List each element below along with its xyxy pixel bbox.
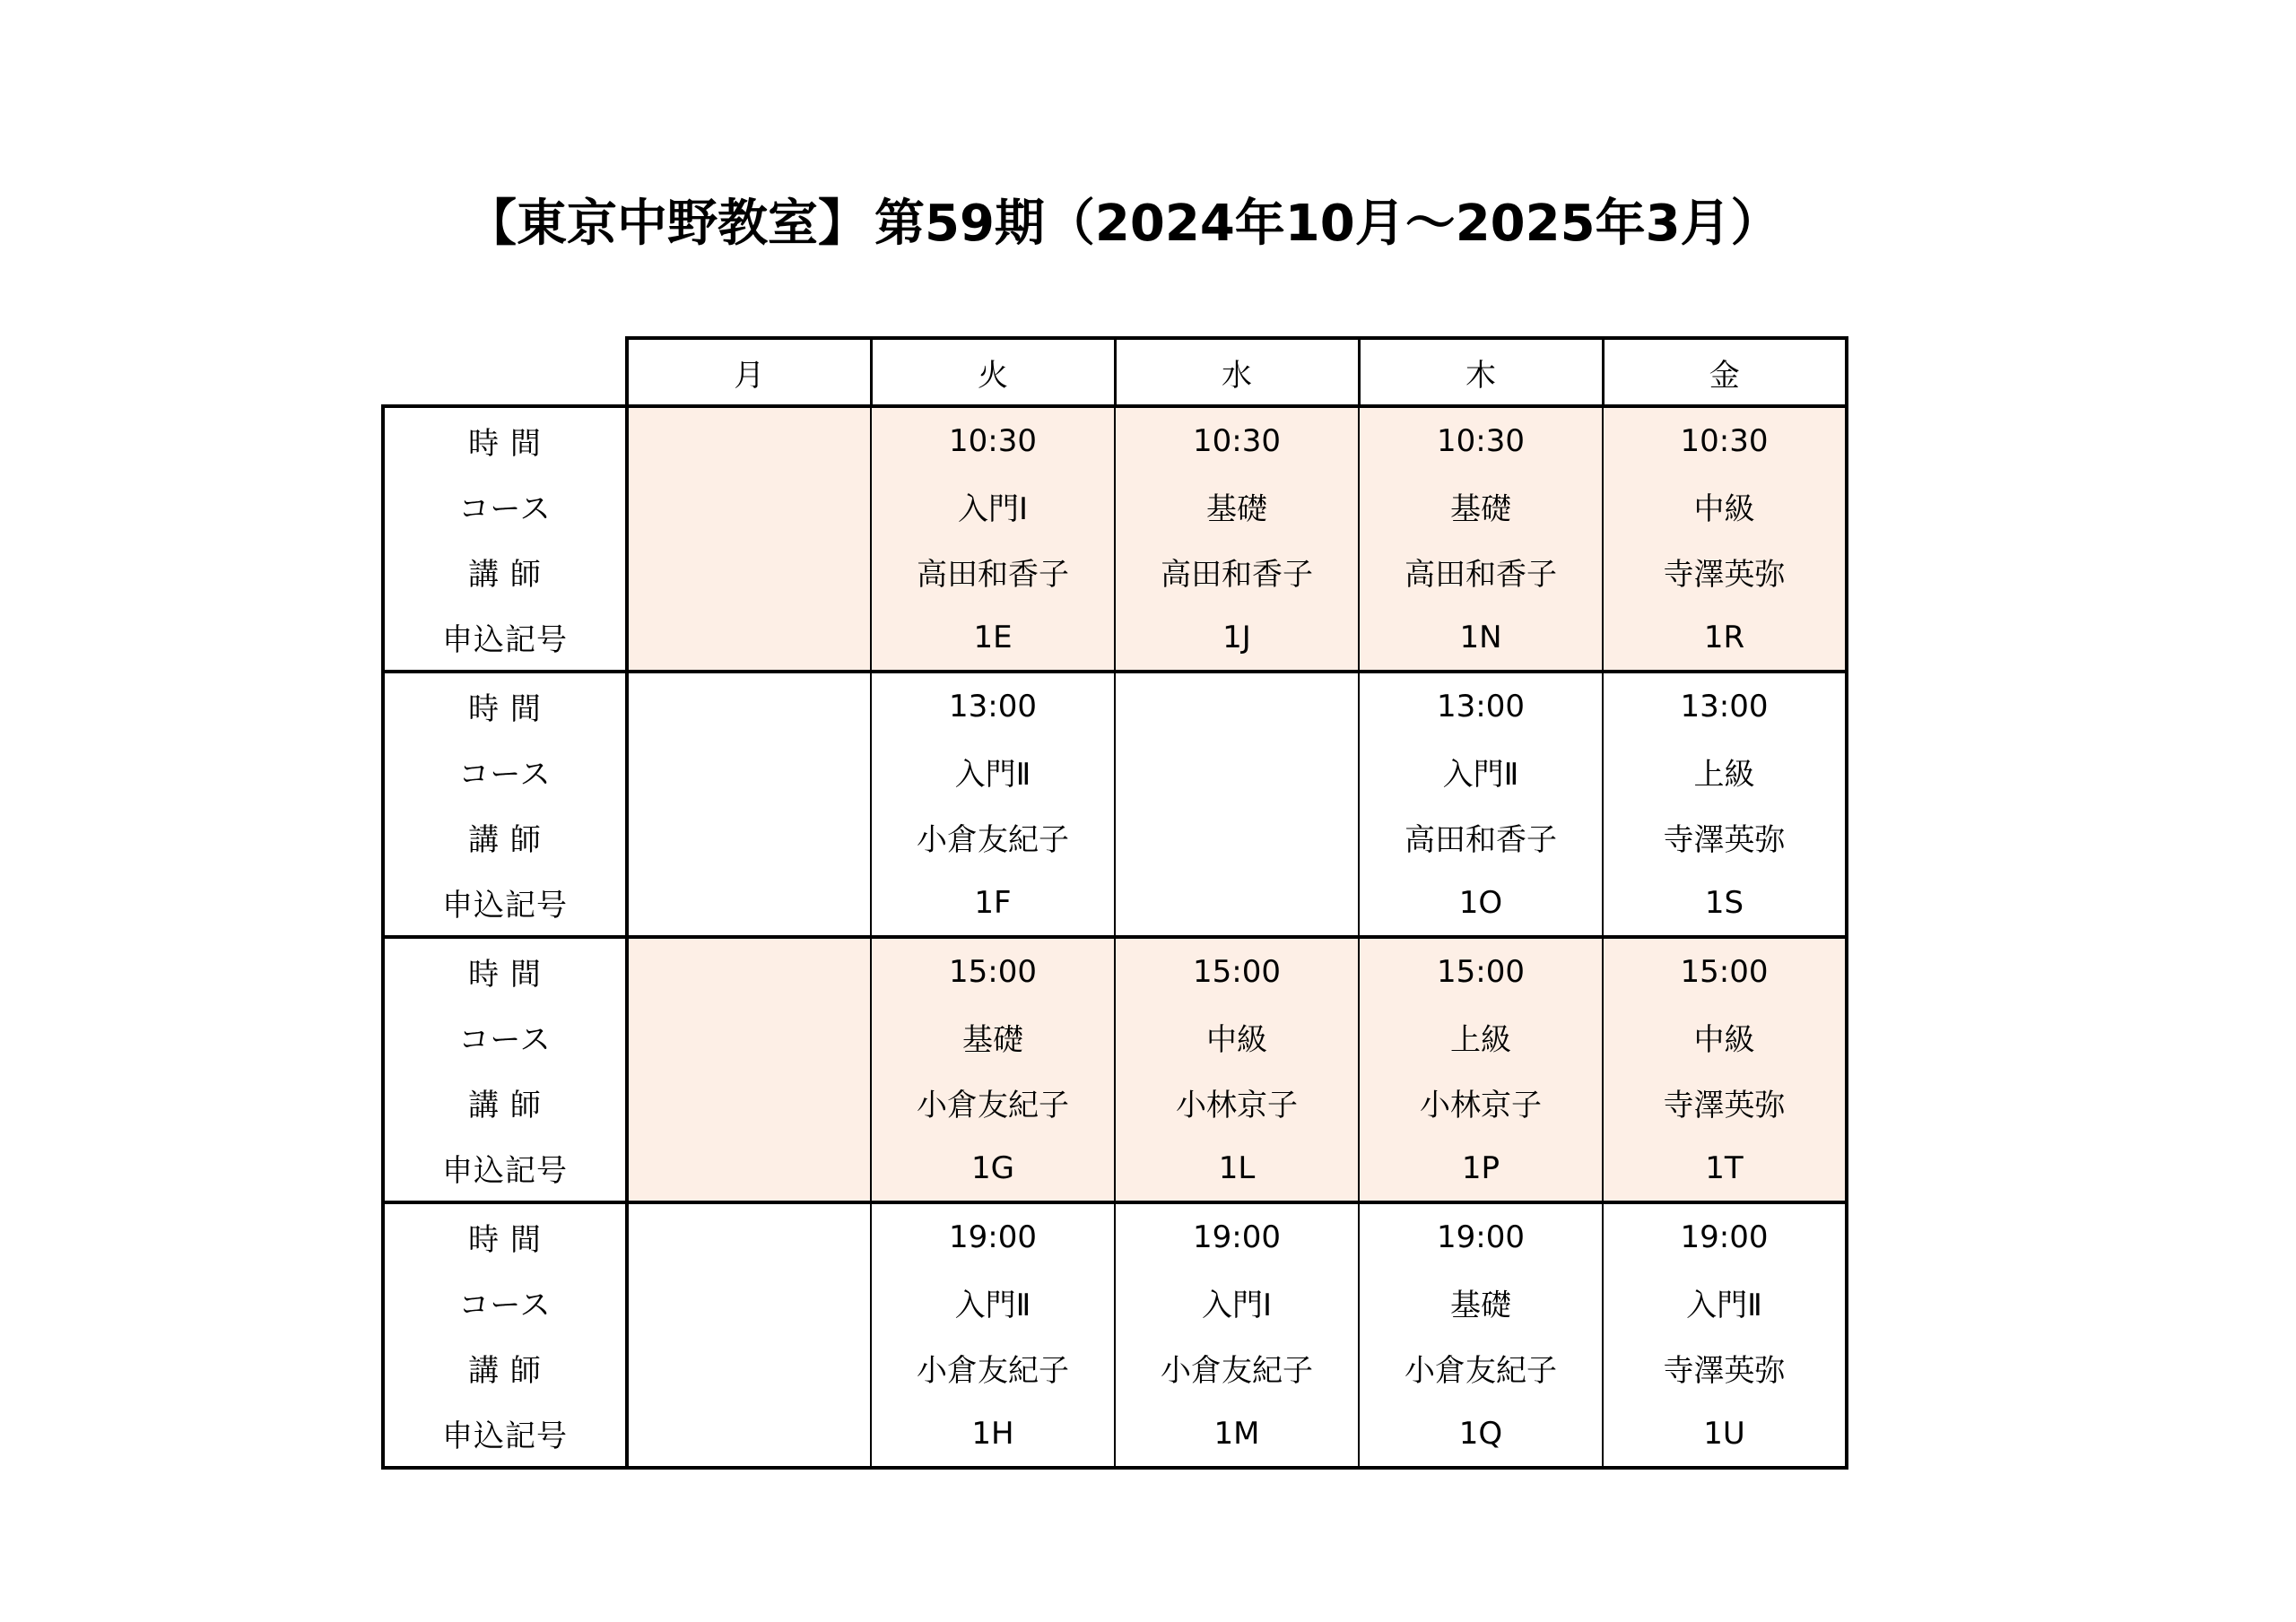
time-cell-thu: 15:00 bbox=[1359, 937, 1603, 1004]
time-cell-fri: 15:00 bbox=[1603, 937, 1847, 1004]
code-cell-mon bbox=[627, 1135, 871, 1202]
course-cell-tue: 入門Ⅱ bbox=[871, 1270, 1115, 1335]
teacher-cell-wed: 小林京子 bbox=[1115, 1070, 1359, 1135]
course-cell-fri: 中級 bbox=[1603, 473, 1847, 539]
time-cell-thu: 13:00 bbox=[1359, 672, 1603, 739]
time-cell-mon bbox=[627, 406, 871, 473]
teacher-cell-thu: 小倉友紀子 bbox=[1359, 1335, 1603, 1401]
row-label-time: 時 間 bbox=[383, 937, 627, 1004]
teacher-cell-fri: 寺澤英弥 bbox=[1603, 804, 1847, 870]
row-label-course: コース bbox=[383, 739, 627, 804]
code-cell-mon bbox=[627, 870, 871, 937]
time-cell-wed bbox=[1115, 672, 1359, 739]
table-row bbox=[383, 1335, 1847, 1401]
row-label-teacher: 講 師 bbox=[383, 804, 627, 870]
teacher-cell-tue: 小倉友紀子 bbox=[871, 804, 1115, 870]
table-row bbox=[383, 804, 1847, 870]
header-corner bbox=[383, 338, 627, 406]
time-cell-tue: 19:00 bbox=[871, 1202, 1115, 1270]
course-cell-thu: 上級 bbox=[1359, 1004, 1603, 1070]
code-cell-tue: 1F bbox=[871, 870, 1115, 937]
table-row bbox=[383, 604, 1847, 672]
row-label-course: コース bbox=[383, 473, 627, 539]
table-row bbox=[383, 870, 1847, 937]
teacher-cell-wed: 高田和香子 bbox=[1115, 539, 1359, 604]
term-period: 第59期（2024年10月～2025年3月） bbox=[874, 195, 1781, 253]
time-cell-wed: 19:00 bbox=[1115, 1202, 1359, 1270]
time-slot-block bbox=[383, 1202, 1847, 1468]
time-cell-tue: 15:00 bbox=[871, 937, 1115, 1004]
course-cell-wed: 中級 bbox=[1115, 1004, 1359, 1070]
row-label-code: 申込記号 bbox=[383, 604, 627, 672]
code-cell-fri: 1U bbox=[1603, 1401, 1847, 1468]
day-header-mon: 月 bbox=[627, 338, 871, 406]
row-label-time: 時 間 bbox=[383, 1202, 627, 1270]
time-cell-fri: 10:30 bbox=[1603, 406, 1847, 473]
time-cell-thu: 10:30 bbox=[1359, 406, 1603, 473]
teacher-cell-fri: 寺澤英弥 bbox=[1603, 1070, 1847, 1135]
row-label-time: 時 間 bbox=[383, 672, 627, 739]
course-cell-tue: 基礎 bbox=[871, 1004, 1115, 1070]
day-header-tue: 火 bbox=[871, 338, 1115, 406]
time-slot-block bbox=[383, 406, 1847, 672]
code-cell-tue: 1G bbox=[871, 1135, 1115, 1202]
course-cell-thu: 基礎 bbox=[1359, 473, 1603, 539]
teacher-cell-fri: 寺澤英弥 bbox=[1603, 1335, 1847, 1401]
teacher-cell-mon bbox=[627, 539, 871, 604]
code-cell-wed: 1M bbox=[1115, 1401, 1359, 1468]
teacher-cell-thu: 高田和香子 bbox=[1359, 804, 1603, 870]
time-cell-wed: 15:00 bbox=[1115, 937, 1359, 1004]
row-label-teacher: 講 師 bbox=[383, 1070, 627, 1135]
code-cell-fri: 1R bbox=[1603, 604, 1847, 672]
code-cell-fri: 1S bbox=[1603, 870, 1847, 937]
time-cell-mon bbox=[627, 937, 871, 1004]
code-cell-thu: 1N bbox=[1359, 604, 1603, 672]
teacher-cell-wed: 小倉友紀子 bbox=[1115, 1335, 1359, 1401]
table-row bbox=[383, 1004, 1847, 1070]
classroom-name: 【東京中野教室】 bbox=[466, 195, 868, 253]
row-label-code: 申込記号 bbox=[383, 1135, 627, 1202]
course-cell-wed: 入門Ⅰ bbox=[1115, 1270, 1359, 1335]
course-cell-thu: 入門Ⅱ bbox=[1359, 739, 1603, 804]
day-header-fri: 金 bbox=[1603, 338, 1847, 406]
table-row bbox=[383, 672, 1847, 739]
code-cell-mon bbox=[627, 604, 871, 672]
table-row bbox=[383, 539, 1847, 604]
course-cell-thu: 基礎 bbox=[1359, 1270, 1603, 1335]
table-row bbox=[383, 739, 1847, 804]
table-row bbox=[383, 937, 1847, 1004]
table-row bbox=[383, 406, 1847, 473]
table-row bbox=[383, 1401, 1847, 1468]
row-label-time: 時 間 bbox=[383, 406, 627, 473]
row-label-teacher: 講 師 bbox=[383, 539, 627, 604]
teacher-cell-fri: 寺澤英弥 bbox=[1603, 539, 1847, 604]
code-cell-wed: 1J bbox=[1115, 604, 1359, 672]
teacher-cell-mon bbox=[627, 1335, 871, 1401]
day-header-row bbox=[383, 338, 1847, 406]
day-header-wed: 水 bbox=[1115, 338, 1359, 406]
table-row bbox=[383, 1135, 1847, 1202]
course-cell-wed bbox=[1115, 739, 1359, 804]
code-cell-thu: 1O bbox=[1359, 870, 1603, 937]
time-slot-block bbox=[383, 937, 1847, 1202]
time-cell-mon bbox=[627, 1202, 871, 1270]
time-cell-thu: 19:00 bbox=[1359, 1202, 1603, 1270]
teacher-cell-mon bbox=[627, 804, 871, 870]
teacher-cell-thu: 高田和香子 bbox=[1359, 539, 1603, 604]
time-cell-tue: 10:30 bbox=[871, 406, 1115, 473]
teacher-cell-thu: 小林京子 bbox=[1359, 1070, 1603, 1135]
teacher-cell-tue: 高田和香子 bbox=[871, 539, 1115, 604]
course-cell-wed: 基礎 bbox=[1115, 473, 1359, 539]
course-cell-fri: 中級 bbox=[1603, 1004, 1847, 1070]
table-row bbox=[383, 473, 1847, 539]
table-row bbox=[383, 1202, 1847, 1270]
teacher-cell-wed bbox=[1115, 804, 1359, 870]
time-cell-tue: 13:00 bbox=[871, 672, 1115, 739]
table-row bbox=[383, 1070, 1847, 1135]
code-cell-fri: 1T bbox=[1603, 1135, 1847, 1202]
time-cell-fri: 19:00 bbox=[1603, 1202, 1847, 1270]
teacher-cell-mon bbox=[627, 1070, 871, 1135]
time-cell-wed: 10:30 bbox=[1115, 406, 1359, 473]
course-cell-tue: 入門Ⅰ bbox=[871, 473, 1115, 539]
row-label-code: 申込記号 bbox=[383, 1401, 627, 1468]
code-cell-thu: 1P bbox=[1359, 1135, 1603, 1202]
code-cell-mon bbox=[627, 1401, 871, 1468]
course-cell-mon bbox=[627, 1270, 871, 1335]
schedule-table bbox=[381, 336, 1848, 1470]
time-cell-fri: 13:00 bbox=[1603, 672, 1847, 739]
code-cell-wed: 1L bbox=[1115, 1135, 1359, 1202]
teacher-cell-tue: 小倉友紀子 bbox=[871, 1335, 1115, 1401]
course-cell-mon bbox=[627, 1004, 871, 1070]
row-label-course: コース bbox=[383, 1270, 627, 1335]
time-cell-mon bbox=[627, 672, 871, 739]
row-label-course: コース bbox=[383, 1004, 627, 1070]
course-cell-fri: 上級 bbox=[1603, 739, 1847, 804]
code-cell-thu: 1Q bbox=[1359, 1401, 1603, 1468]
code-cell-tue: 1H bbox=[871, 1401, 1115, 1468]
course-cell-fri: 入門Ⅱ bbox=[1603, 1270, 1847, 1335]
row-label-code: 申込記号 bbox=[383, 870, 627, 937]
row-label-teacher: 講 師 bbox=[383, 1335, 627, 1401]
code-cell-tue: 1E bbox=[871, 604, 1115, 672]
course-cell-mon bbox=[627, 739, 871, 804]
teacher-cell-tue: 小倉友紀子 bbox=[871, 1070, 1115, 1135]
time-slot-block bbox=[383, 672, 1847, 937]
day-header-thu: 木 bbox=[1359, 338, 1603, 406]
table-row bbox=[383, 1270, 1847, 1335]
course-cell-mon bbox=[627, 473, 871, 539]
code-cell-wed bbox=[1115, 870, 1359, 937]
course-cell-tue: 入門Ⅱ bbox=[871, 739, 1115, 804]
